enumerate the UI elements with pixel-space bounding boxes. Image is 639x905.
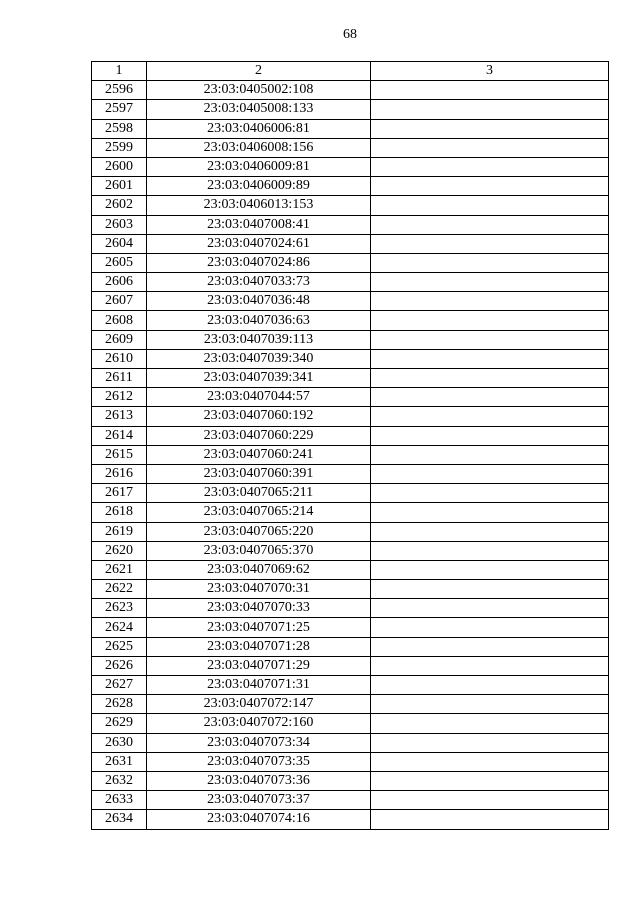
table-row [92, 196, 609, 215]
cadastral-table [91, 61, 609, 830]
row-number-cell: 2630 [92, 733, 147, 752]
notes-cell [371, 138, 609, 157]
row-number-cell: 2602 [92, 196, 147, 215]
row-number-cell: 2613 [92, 407, 147, 426]
table-row [92, 311, 609, 330]
table-row [92, 253, 609, 272]
row-number-cell: 2629 [92, 714, 147, 733]
cadastral-number-cell: 23:03:0407039:341 [147, 369, 371, 388]
notes-cell [371, 273, 609, 292]
row-number-cell: 2609 [92, 330, 147, 349]
row-number-cell: 2622 [92, 580, 147, 599]
row-number-cell: 2626 [92, 656, 147, 675]
table-row [92, 695, 609, 714]
notes-cell [371, 810, 609, 829]
notes-cell [371, 407, 609, 426]
cadastral-number-cell: 23:03:0407065:220 [147, 522, 371, 541]
cadastral-number-cell: 23:03:0406009:89 [147, 177, 371, 196]
row-number-cell: 2618 [92, 503, 147, 522]
page-number: 68 [343, 27, 357, 42]
cadastral-number-cell: 23:03:0407070:31 [147, 580, 371, 599]
notes-cell [371, 234, 609, 253]
row-number-cell: 2608 [92, 311, 147, 330]
row-number-cell: 2615 [92, 445, 147, 464]
cadastral-number-cell: 23:03:0407070:33 [147, 599, 371, 618]
column-header-2: 2 [147, 62, 371, 81]
notes-cell [371, 522, 609, 541]
row-number-cell: 2606 [92, 273, 147, 292]
notes-cell [371, 791, 609, 810]
cadastral-number-cell: 23:03:0407072:147 [147, 695, 371, 714]
cadastral-number-cell: 23:03:0407071:31 [147, 676, 371, 695]
table-row [92, 100, 609, 119]
table-row [92, 503, 609, 522]
table-row [92, 349, 609, 368]
notes-cell [371, 119, 609, 138]
notes-cell [371, 253, 609, 272]
cadastral-number-cell: 23:03:0407039:340 [147, 349, 371, 368]
cadastral-number-cell: 23:03:0407073:34 [147, 733, 371, 752]
cadastral-number-cell: 23:03:0407044:57 [147, 388, 371, 407]
notes-cell [371, 752, 609, 771]
cadastral-number-cell: 23:03:0406013:153 [147, 196, 371, 215]
table-row [92, 292, 609, 311]
cadastral-number-cell: 23:03:0407060:241 [147, 445, 371, 464]
table-row [92, 733, 609, 752]
row-number-cell: 2620 [92, 541, 147, 560]
row-number-cell: 2627 [92, 676, 147, 695]
notes-cell [371, 349, 609, 368]
notes-cell [371, 157, 609, 176]
cadastral-number-cell: 23:03:0407060:229 [147, 426, 371, 445]
notes-cell [371, 733, 609, 752]
cadastral-number-cell: 23:03:0407024:61 [147, 234, 371, 253]
cadastral-number-cell: 23:03:0407036:63 [147, 311, 371, 330]
table-row [92, 580, 609, 599]
notes-cell [371, 676, 609, 695]
row-number-cell: 2616 [92, 464, 147, 483]
table-row [92, 273, 609, 292]
table-row [92, 138, 609, 157]
table-row [92, 177, 609, 196]
table-row [92, 426, 609, 445]
notes-cell [371, 388, 609, 407]
cadastral-number-cell: 23:03:0406006:81 [147, 119, 371, 138]
row-number-cell: 2598 [92, 119, 147, 138]
table-row [92, 618, 609, 637]
notes-cell [371, 618, 609, 637]
table-row [92, 215, 609, 234]
table-row [92, 656, 609, 675]
notes-cell [371, 464, 609, 483]
table-body [92, 81, 609, 829]
notes-cell [371, 695, 609, 714]
row-number-cell: 2611 [92, 369, 147, 388]
table-row [92, 541, 609, 560]
row-number-cell: 2617 [92, 484, 147, 503]
table-row [92, 119, 609, 138]
row-number-cell: 2601 [92, 177, 147, 196]
cadastral-number-cell: 23:03:0407008:41 [147, 215, 371, 234]
table-row [92, 810, 609, 829]
cadastral-number-cell: 23:03:0407071:25 [147, 618, 371, 637]
notes-cell [371, 311, 609, 330]
row-number-cell: 2603 [92, 215, 147, 234]
row-number-cell: 2628 [92, 695, 147, 714]
cadastral-number-cell: 23:03:0407065:214 [147, 503, 371, 522]
table-row [92, 752, 609, 771]
table-row [92, 714, 609, 733]
table-row [92, 791, 609, 810]
row-number-cell: 2614 [92, 426, 147, 445]
row-number-cell: 2596 [92, 81, 147, 100]
notes-cell [371, 292, 609, 311]
notes-cell [371, 714, 609, 733]
notes-cell [371, 426, 609, 445]
cadastral-number-cell: 23:03:0406009:81 [147, 157, 371, 176]
row-number-cell: 2619 [92, 522, 147, 541]
column-header-1: 1 [92, 62, 147, 81]
notes-cell [371, 196, 609, 215]
notes-cell [371, 503, 609, 522]
table-row [92, 445, 609, 464]
cadastral-number-cell: 23:03:0407071:29 [147, 656, 371, 675]
row-number-cell: 2633 [92, 791, 147, 810]
row-number-cell: 2600 [92, 157, 147, 176]
notes-cell [371, 484, 609, 503]
cadastral-number-cell: 23:03:0407060:192 [147, 407, 371, 426]
cadastral-number-cell: 23:03:0407065:370 [147, 541, 371, 560]
cadastral-number-cell: 23:03:0407072:160 [147, 714, 371, 733]
row-number-cell: 2623 [92, 599, 147, 618]
row-number-cell: 2599 [92, 138, 147, 157]
table-row [92, 464, 609, 483]
cadastral-number-cell: 23:03:0405008:133 [147, 100, 371, 119]
row-number-cell: 2604 [92, 234, 147, 253]
table-row [92, 330, 609, 349]
notes-cell [371, 637, 609, 656]
table-row [92, 388, 609, 407]
table-row [92, 157, 609, 176]
row-number-cell: 2607 [92, 292, 147, 311]
row-number-cell: 2621 [92, 560, 147, 579]
notes-cell [371, 100, 609, 119]
row-number-cell: 2610 [92, 349, 147, 368]
notes-cell [371, 580, 609, 599]
table-row [92, 599, 609, 618]
cadastral-number-cell: 23:03:0407074:16 [147, 810, 371, 829]
table-row [92, 81, 609, 100]
table-row [92, 407, 609, 426]
cadastral-number-cell: 23:03:0407073:35 [147, 752, 371, 771]
notes-cell [371, 541, 609, 560]
table-row [92, 484, 609, 503]
notes-cell [371, 177, 609, 196]
cadastral-number-cell: 23:03:0407039:113 [147, 330, 371, 349]
cadastral-number-cell: 23:03:0407069:62 [147, 560, 371, 579]
notes-cell [371, 560, 609, 579]
notes-cell [371, 330, 609, 349]
cadastral-number-cell: 23:03:0407073:36 [147, 771, 371, 790]
notes-cell [371, 81, 609, 100]
cadastral-number-cell: 23:03:0407071:28 [147, 637, 371, 656]
row-number-cell: 2605 [92, 253, 147, 272]
table-row [92, 234, 609, 253]
table-row [92, 676, 609, 695]
row-number-cell: 2612 [92, 388, 147, 407]
cadastral-number-cell: 23:03:0407036:48 [147, 292, 371, 311]
row-number-cell: 2631 [92, 752, 147, 771]
row-number-cell: 2597 [92, 100, 147, 119]
cadastral-number-cell: 23:03:0407060:391 [147, 464, 371, 483]
table-row [92, 771, 609, 790]
column-header-3: 3 [371, 62, 609, 81]
table-row [92, 637, 609, 656]
row-number-cell: 2632 [92, 771, 147, 790]
notes-cell [371, 656, 609, 675]
notes-cell [371, 215, 609, 234]
table-row [92, 560, 609, 579]
row-number-cell: 2634 [92, 810, 147, 829]
cadastral-number-cell: 23:03:0407033:73 [147, 273, 371, 292]
cadastral-number-cell: 23:03:0407065:211 [147, 484, 371, 503]
cadastral-number-cell: 23:03:0406008:156 [147, 138, 371, 157]
row-number-cell: 2625 [92, 637, 147, 656]
cadastral-number-cell: 23:03:0405002:108 [147, 81, 371, 100]
notes-cell [371, 599, 609, 618]
table-row [92, 522, 609, 541]
cadastral-number-cell: 23:03:0407024:86 [147, 253, 371, 272]
notes-cell [371, 369, 609, 388]
notes-cell [371, 445, 609, 464]
row-number-cell: 2624 [92, 618, 147, 637]
table-row [92, 369, 609, 388]
notes-cell [371, 771, 609, 790]
cadastral-number-cell: 23:03:0407073:37 [147, 791, 371, 810]
table-header-row [92, 62, 609, 81]
